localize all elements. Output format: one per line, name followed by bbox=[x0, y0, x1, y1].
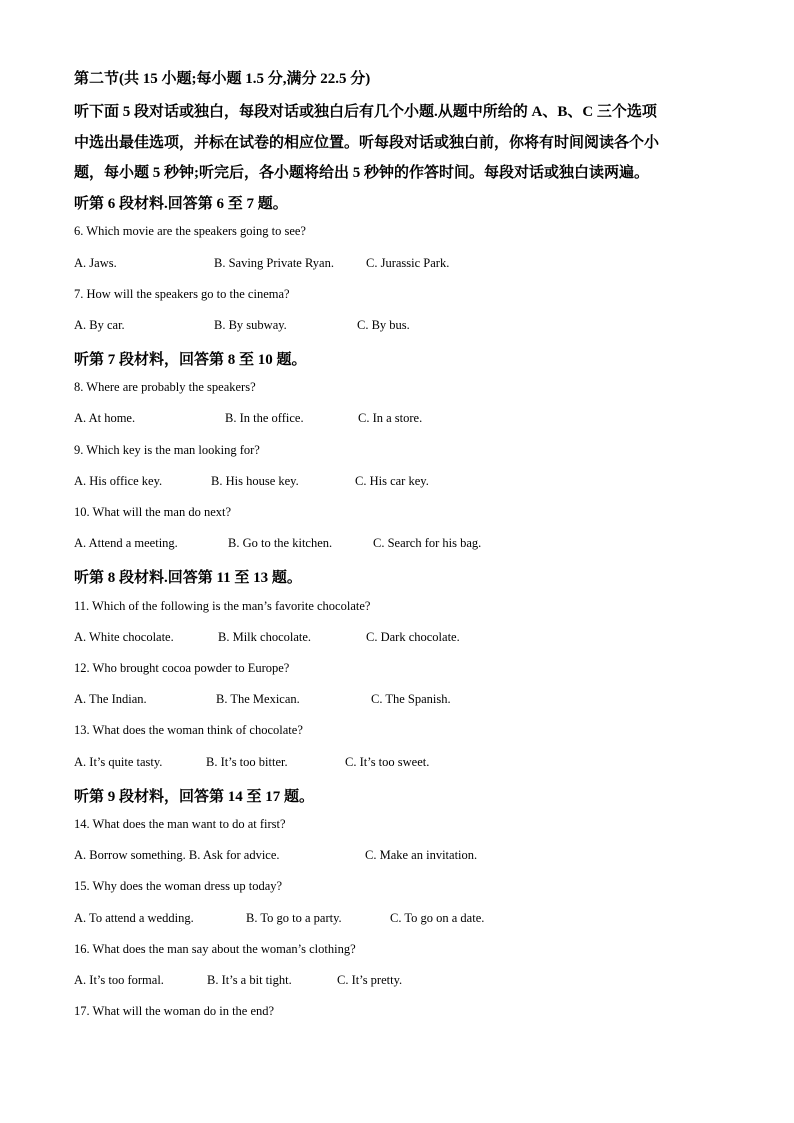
question-stem: 10. What will the man do next? bbox=[74, 505, 232, 519]
option-b: B. Milk chocolate. bbox=[218, 630, 312, 644]
option-c: C. It’s pretty. bbox=[337, 973, 403, 987]
option-b: B. In the office. bbox=[225, 411, 304, 425]
option-c: C. Jurassic Park. bbox=[366, 256, 450, 270]
option-a: A. Attend a meeting. bbox=[74, 536, 178, 550]
option-c: C. Make an invitation. bbox=[365, 848, 478, 862]
option-b: B. It’s too bitter. bbox=[206, 755, 288, 769]
group-title: 听第 9 段材料，回答第 14 至 17 题。 bbox=[74, 789, 315, 805]
option-c: C. To go on a date. bbox=[390, 911, 485, 925]
question-stem: 9. Which key is the man looking for? bbox=[74, 443, 260, 457]
option-c: C. His car key. bbox=[355, 474, 429, 488]
option-a: A. At home. bbox=[74, 411, 136, 425]
option-b: B. Go to the kitchen. bbox=[228, 536, 333, 550]
option-c: C. In a store. bbox=[358, 411, 423, 425]
question-stem: 6. Which movie are the speakers going to see? bbox=[74, 224, 306, 238]
option-a: A. It’s too formal. bbox=[74, 973, 164, 987]
instructions-line-3: 题，每小题 5 秒钟;听完后，各小题将给出 5 秒钟的作答时间。每段对话或独白读两遍。 bbox=[74, 165, 649, 181]
group-title: 听第 8 段材料.回答第 11 至 13 题。 bbox=[74, 570, 302, 586]
option-a: A. By car. bbox=[74, 318, 125, 332]
option-a-b: A. Borrow something. B. Ask for advice. bbox=[74, 848, 280, 862]
question-stem: 17. What will the woman do in the end? bbox=[74, 1004, 275, 1018]
section-heading: 第二节(共 15 小题;每小题 1.5 分,满分 22.5 分) bbox=[74, 71, 371, 87]
option-a: A. The Indian. bbox=[74, 692, 147, 706]
option-a: A. White chocolate. bbox=[74, 630, 174, 644]
question-stem: 14. What does the man want to do at first? bbox=[74, 817, 286, 831]
option-c: C. By bus. bbox=[357, 318, 410, 332]
question-stem: 15. Why does the woman dress up today? bbox=[74, 879, 283, 893]
option-c: C. The Spanish. bbox=[371, 692, 451, 706]
question-stem: 7. How will the speakers go to the cinema? bbox=[74, 287, 290, 301]
option-c: C. Search for his bag. bbox=[373, 536, 482, 550]
group-title: 听第 7 段材料，回答第 8 至 10 题。 bbox=[74, 352, 307, 368]
option-b: B. By subway. bbox=[214, 318, 287, 332]
option-b: B. The Mexican. bbox=[216, 692, 300, 706]
option-b: B. It’s a bit tight. bbox=[207, 973, 292, 987]
question-stem: 13. What does the woman think of chocolate? bbox=[74, 723, 303, 737]
question-stem: 16. What does the man say about the woman’s clothing? bbox=[74, 942, 356, 956]
option-a: A. It’s quite tasty. bbox=[74, 755, 163, 769]
question-stem: 12. Who brought cocoa powder to Europe? bbox=[74, 661, 290, 675]
option-b: B. To go to a party. bbox=[246, 911, 342, 925]
option-c: C. Dark chocolate. bbox=[366, 630, 460, 644]
question-stem: 8. Where are probably the speakers? bbox=[74, 380, 256, 394]
question-stem: 11. Which of the following is the man’s favorite chocolate? bbox=[74, 599, 371, 613]
option-a: A. To attend a wedding. bbox=[74, 911, 194, 925]
option-a: A. Jaws. bbox=[74, 256, 117, 270]
group-title: 听第 6 段材料.回答第 6 至 7 题。 bbox=[74, 196, 288, 212]
option-a: A. His office key. bbox=[74, 474, 163, 488]
instructions-line-2: 中选出最佳选项，并标在试卷的相应位置。听每段对话或独白前，你将有时间阅读各个小 bbox=[74, 135, 660, 151]
option-b: B. His house key. bbox=[211, 474, 299, 488]
option-b: B. Saving Private Ryan. bbox=[214, 256, 334, 270]
instructions-line-1: 听下面 5 段对话或独白，每段对话或独白后有几个小题.从题中所给的 A、B、C 三个选项 bbox=[74, 104, 657, 120]
option-c: C. It’s too sweet. bbox=[345, 755, 430, 769]
